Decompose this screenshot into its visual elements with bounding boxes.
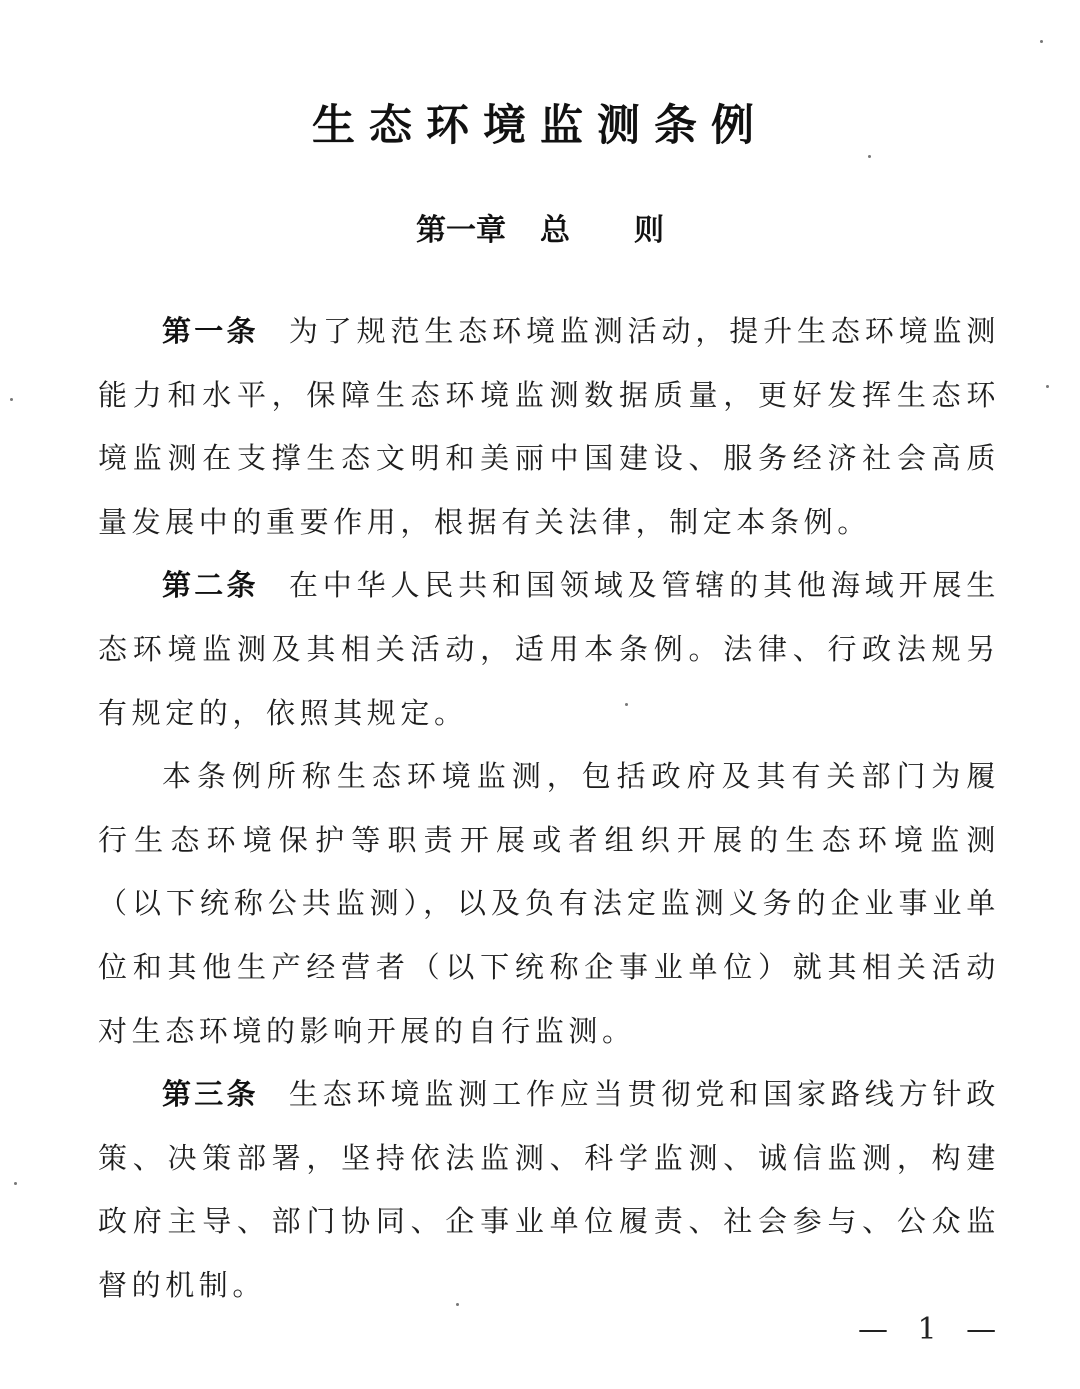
article-label: 第二条 — [162, 568, 259, 603]
scan-speck — [1040, 40, 1043, 43]
scan-speck — [10, 398, 13, 401]
scan-speck — [14, 1182, 17, 1185]
article-text: 生态环境监测工作应当贯彻党和国家路线方针政策、决策部署，坚持依法监测、科学监测、诚信监测，构建政府主导、部门协同、企事业单位履责、社会参与、公众监督的机制。 — [98, 1077, 1000, 1302]
article-2-paragraph-2 — [98, 745, 1000, 1063]
chapter-number: 第一章 — [416, 213, 506, 248]
article-3 — [98, 1063, 1000, 1317]
scan-speck — [625, 703, 628, 706]
document-title: 生态环境监测条例 — [312, 101, 768, 151]
article-text: 为了规范生态环境监测活动，提升生态环境监测能力和水平，保障生态环境监测数据质量，更好发挥生态环境监测在支撑生态文明和美丽中国建设、服务经济社会高质量发展中的重要作用，根据有关法律，制定本条例。 — [98, 314, 1000, 539]
article-2 — [98, 554, 1000, 745]
article-1 — [98, 300, 1000, 554]
chapter-heading — [0, 205, 1080, 249]
article-text: 本条例所称生态环境监测，包括政府及其有关部门为履行生态环境保护等职责开展或者组织开展的生态环境监测（以下统称公共监测），以及负有法定监测义务的企业事业单位和其他生产经营者（以下统称企事业单位）就其相关活动对生态环境的影响开展的自行监测。 — [98, 759, 1000, 1048]
chapter-name-part2: 则 — [634, 213, 664, 248]
article-label: 第一条 — [162, 314, 259, 348]
page-number: — 1 — — [858, 1312, 1007, 1347]
document-body — [98, 300, 1000, 1318]
scan-speck — [456, 1303, 459, 1306]
scan-speck — [868, 155, 871, 158]
scan-speck — [1046, 385, 1049, 388]
article-label: 第三条 — [162, 1077, 259, 1112]
article-text: 在中华人民共和国领域及管辖的其他海域开展生态环境监测及其相关活动，适用本条例。法律、行政法规另有规定的，依照其规定。 — [98, 568, 1000, 730]
chapter-name-part1: 总 — [540, 213, 570, 248]
